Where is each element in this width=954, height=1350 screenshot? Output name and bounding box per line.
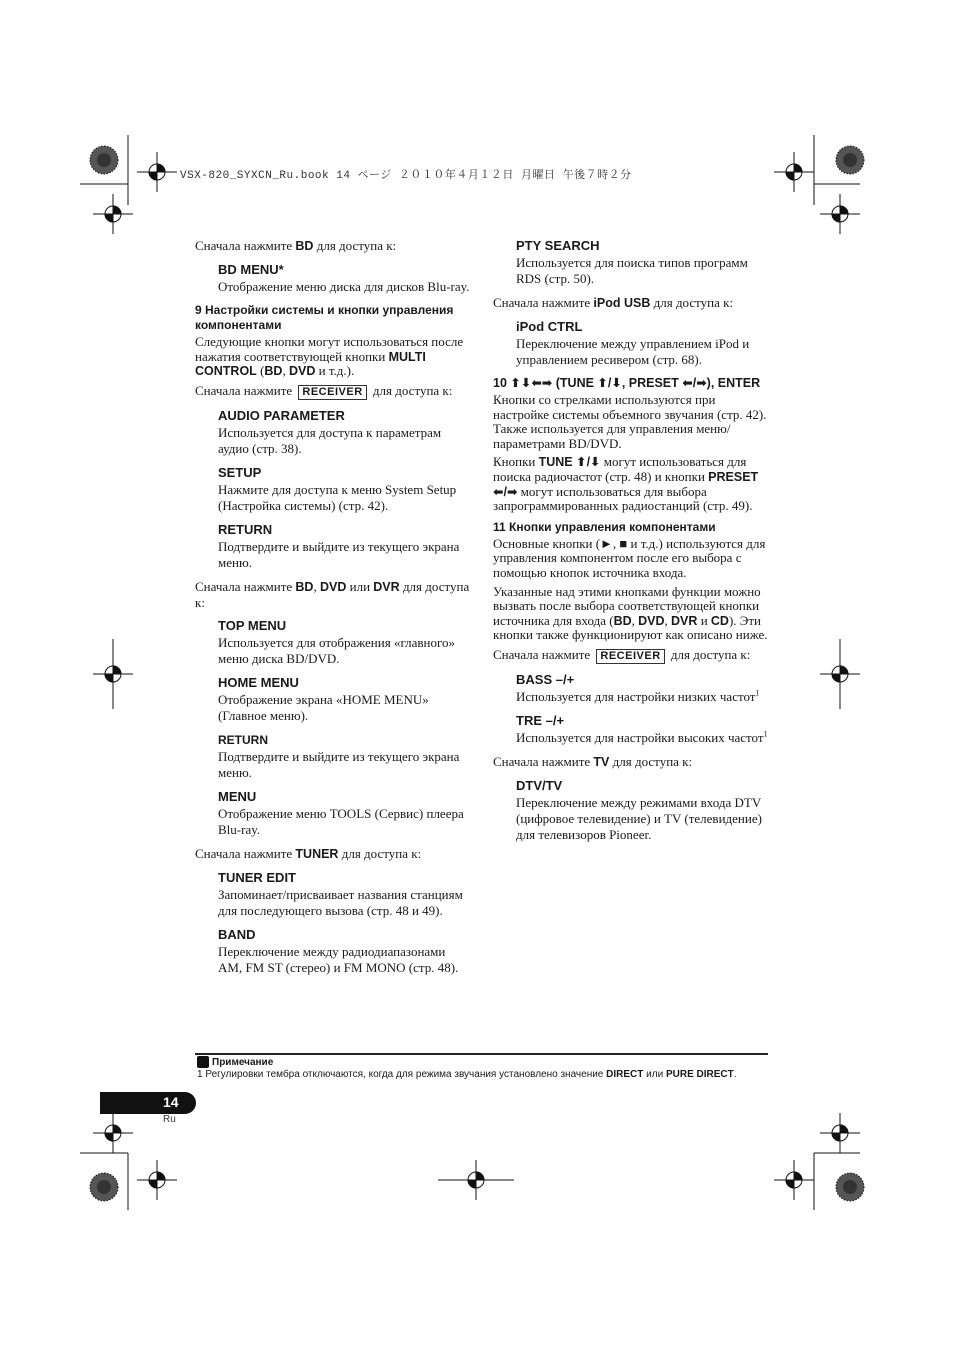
setup-desc: Нажмите для доступа к меню System Setup (Настройка системы) (стр. 42). — [218, 481, 457, 513]
item-dtv-tv — [516, 778, 770, 843]
ipod-ctrl-desc: Переключение между управлением iPod и управлением ресивером (стр. 68). — [516, 336, 750, 367]
note-heading — [197, 1056, 273, 1068]
item-bd-menu — [218, 262, 470, 295]
section-10-text-1: Кнопки со стрелками используются при настройке системы объемного звучания (стр. 42). Также используется для управления меню/параметрами BD/DVD. — [493, 392, 767, 451]
audio-parameter-desc: Используется для доступа к параметрам аудио (стр. 38). — [218, 424, 442, 456]
intro-receiver: Сначала нажмите RECEIVER для доступа к: — [493, 646, 751, 662]
intro-bd: Сначала нажмите BD для доступа к: — [195, 238, 397, 253]
footnote-text: 1 Регулировки тембра отключаются, когда для режима звучания установлено значение DIRECT или PURE DIRECT. — [197, 1069, 737, 1080]
section-9-text: Следующие кнопки могут использоваться после нажатия соответствующей кнопки MULTI CONTROL (BD, DVD и т.д.). — [195, 334, 464, 379]
section-11-text-2: Указанные над этими кнопками функции можно вызвать после выбора соответствующей кнопки источника для входа (BD, DVD, DVR и CD). Эти кнопки также функционируют как описано ниже. — [493, 583, 768, 643]
top-menu-title: TOP MENU — [218, 617, 287, 633]
home-menu-title: HOME MENU — [218, 674, 299, 690]
page-number-tab — [100, 1092, 196, 1114]
section-10-heading: 10 ⬆⬇⬅➡ (TUNE ⬆/⬇, PRESET ⬅/➡), ENTER — [493, 376, 761, 390]
section-11-heading: 11 Кнопки управления компонентами — [493, 519, 716, 534]
intro-tv: Сначала нажмите TV для доступа к: — [493, 753, 693, 769]
item-pty-search — [516, 238, 770, 287]
intro-tuner: Сначала нажмите TUNER для доступа к: — [195, 845, 422, 861]
intro-ipod: Сначала нажмите iPod USB для доступа к: — [493, 295, 734, 310]
right-column — [493, 238, 770, 851]
note-pencil-icon — [197, 1056, 209, 1068]
tuner-edit-desc: Запоминает/присваивает названия станциям для последующего вызова (стр. 48 и 49). — [218, 886, 463, 918]
page-number: 14 — [163, 1094, 179, 1110]
bd-menu-desc: Отображение меню диска для дисков Blu-ray. — [218, 279, 470, 294]
tre-title: TRE –/+ — [516, 712, 565, 728]
page-language: Ru — [163, 1114, 176, 1125]
intro-disc: Сначала нажмите BD, DVD или DVR для доступа к: — [195, 578, 470, 610]
item-tuner-edit — [218, 870, 470, 919]
item-return-2 — [218, 732, 470, 781]
top-menu-desc: Используется для отображения «главного» меню диска BD/DVD. — [218, 634, 455, 666]
note-label: Примечание — [212, 1056, 274, 1068]
return-desc: Подтвердите и выйдите из текущего экрана меню. — [218, 538, 460, 570]
pty-search-desc: Используется для поиска типов программ RDS (стр. 50). — [516, 255, 748, 286]
home-menu-desc: Отображение экрана «HOME MENU» (Главное меню). — [218, 691, 429, 723]
section-9-heading: 9 Настройки системы и кнопки управления компонентами — [195, 303, 454, 332]
return-title: RETURN — [218, 521, 273, 537]
dtv-tv-title: DTV/TV — [516, 777, 563, 793]
left-column — [195, 238, 470, 984]
item-bass — [516, 672, 770, 705]
footnote-rule — [195, 1053, 768, 1055]
print-info-line: VSX-820_SYXCN_Ru.book 14 ページ ２０１０年４月１２日 月曜日 午後７時２分 — [180, 170, 632, 182]
bass-title: BASS –/+ — [516, 671, 575, 687]
return-desc: Подтвердите и выйдите из текущего экрана меню. — [218, 748, 460, 780]
item-audio-parameter — [218, 408, 470, 457]
section-10-text-2: Кнопки TUNE ⬆/⬇ могут использоваться для поиска радиочастот (стр. 48) и кнопки PRESET ⬅/➡ могут использоваться для выбора запрограммированных радиостанций (стр. 49). — [493, 454, 759, 514]
band-title: BAND — [218, 926, 256, 942]
menu-title: MENU — [218, 788, 257, 804]
return-title: RETURN — [218, 732, 268, 747]
receiver-key-label: RECEIVER — [298, 385, 366, 400]
item-ipod-ctrl — [516, 319, 770, 368]
footnote-ref: 1 — [763, 729, 768, 739]
item-return-1 — [218, 522, 470, 571]
item-setup — [218, 465, 470, 514]
bd-menu-title: BD MENU* — [218, 262, 284, 277]
tre-desc: Используется для настройки высоких частот$^1$ — [516, 729, 768, 745]
bass-desc: Используется для настройки низких частот$^1$ — [516, 688, 760, 704]
audio-parameter-title: AUDIO PARAMETER — [218, 407, 345, 423]
tuner-edit-title: TUNER EDIT — [218, 869, 296, 885]
pty-search-title: PTY SEARCH — [516, 238, 600, 253]
item-menu — [218, 789, 470, 838]
item-home-menu — [218, 675, 470, 724]
intro-receiver: Сначала нажмите RECEIVER для доступа к: — [195, 382, 453, 398]
footnote-ref: 1 — [755, 688, 760, 698]
item-band — [218, 927, 470, 976]
menu-desc: Отображение меню TOOLS (Сервис) плеера Blu-ray. — [218, 805, 464, 837]
section-11-text-1: Основные кнопки (►, ■ и т.д.) используются для управления компонентом после его выбора с помощью кнопок источника входа. — [493, 535, 766, 580]
item-tre — [516, 713, 770, 746]
ipod-ctrl-title: iPod CTRL — [516, 319, 583, 334]
dtv-tv-desc: Переключение между режимами входа DTV (цифровое телевидение) и TV (телевидение) для телевизоров Pioneer. — [516, 794, 762, 842]
item-top-menu — [218, 618, 470, 667]
band-desc: Переключение между радиодиапазонами AM, FM ST (стерео) и FM MONO (стр. 48). — [218, 943, 459, 975]
setup-title: SETUP — [218, 464, 262, 480]
receiver-key-label: RECEIVER — [596, 649, 664, 664]
